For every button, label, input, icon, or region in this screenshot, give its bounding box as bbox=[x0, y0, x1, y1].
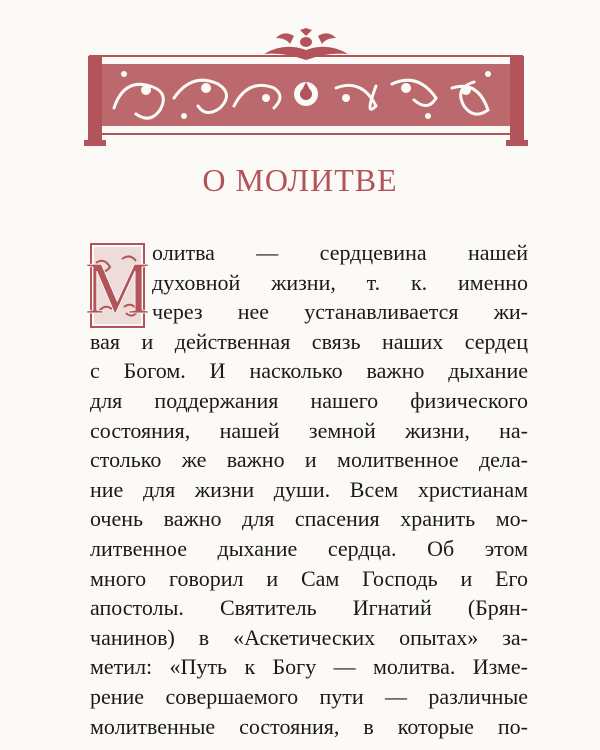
chapter-title: О МОЛИТВЕ bbox=[202, 162, 398, 198]
text-line: чанинов) в «Аскетических опытах» за- bbox=[90, 624, 528, 650]
dropcap-letter: М bbox=[84, 248, 151, 330]
text-line: состояния, нашей земной жизни, на- bbox=[90, 417, 528, 443]
text-line: много говорил и Сам Господь и Его bbox=[90, 565, 528, 591]
body-text bbox=[90, 238, 528, 741]
text-line: олитва — сердцевина нашей bbox=[152, 240, 528, 265]
text-line: с Богом. И насколько важно дыхание bbox=[90, 358, 528, 384]
text-line: духовной жизни, т. к. именно bbox=[152, 269, 528, 295]
text-line: рение совершаемого пути — различные bbox=[90, 683, 528, 709]
text-line: столько же важно и молитвенное дела- bbox=[90, 447, 528, 473]
text-line: через нее устанавливается жи- bbox=[152, 299, 528, 325]
text-line: метил: «Путь к Богу — молитва. Изме- bbox=[90, 654, 528, 680]
text-line: очень важно для спасения хранить мо- bbox=[90, 506, 528, 532]
text-line: апостолы. Святитель Игнатий (Брян- bbox=[90, 595, 528, 621]
text-line: литвенное дыхание сердца. Об этом bbox=[90, 535, 528, 561]
text-line: молитвенные состояния, в которые по- bbox=[90, 713, 528, 739]
text-line: вая и действенная связь наших сердец bbox=[90, 328, 528, 354]
ornamental-headpiece-icon bbox=[84, 28, 528, 148]
text-line: ние для жизни души. Всем христианам bbox=[90, 476, 528, 502]
text-line: для поддержания нашего физического bbox=[90, 387, 528, 413]
